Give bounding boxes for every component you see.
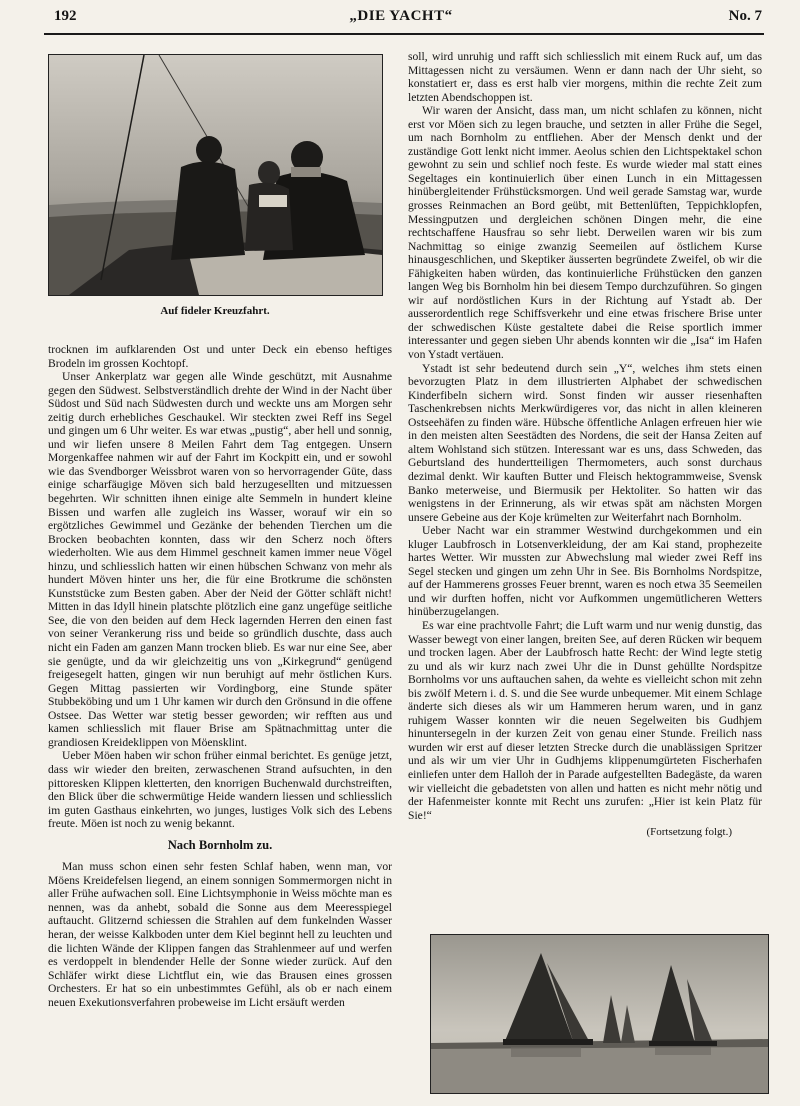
sailing-crew-image: [49, 55, 382, 295]
continuation-note: (Fortsetzung folgt.): [646, 826, 732, 839]
right-column: [408, 50, 762, 840]
paragraph: soll, wird unruhig und rafft sich schliesslich mit einem Ruck auf, um das Mittagessen nicht zu versäumen. Wenn er dann nach der Uhr sieht, so konstatiert er, dass es erst halb vier morgens, mithin die rechte Zeit zum letzten Abendschoppen ist.: [408, 50, 762, 104]
section-heading: Nach Bornholm zu.: [167, 837, 273, 852]
sailing-crew-photo: [48, 54, 383, 296]
issue-number: No. 7: [728, 8, 762, 24]
regatta-image: [431, 935, 768, 1093]
magazine-title: „DIE YACHT“: [349, 8, 453, 24]
paragraph: Ueber Möen haben wir schon früher einmal berichtet. Es genüge jetzt, dass wir wieder den breiten, zerwaschenen Strand aufsuchten, in den pittoresken Klippen kletterten, den knorrigen Buchenwald durchstreiften, den Blick über die schwermütige Heide wandern liessen und schliesslich im guten Gasthaus einkehrten, wo junges, lustiges Volk sich des Lebens freute. Möen ist noch zu wenig bekannt.: [48, 749, 392, 831]
page-number: 192: [54, 8, 77, 24]
paragraph: trocknen im aufklarenden Ost und unter Deck ein ebenso heftiges Brodeln im grossen Kochtopf.: [48, 343, 392, 370]
header-rule: [44, 33, 764, 35]
page-header: [40, 6, 762, 30]
paragraph: Ystadt ist sehr bedeutend durch sein „Y“, welches ihm stets einen bevorzugten Platz in dem illustrierten Alphabet der schwedischen Kinderfibeln sichern wird. Sonst finden wir ausser riesenhaften Taschenkrebsen nichts Merkwürdigeres vor, das nicht in allen kleineren Ostseehäfen zu finden wäre. Hübsche öffentliche Anlagen erfreuen hier wie in den meisten alten Seestädten des Nordens, die seit der Hansa Zeiten auf altem Wohlstand sich stützen. Interessant war es uns, dass Schweden, das Geburtsland des hundertteiligen Thermometers, auch sonst durchaus dezimal denkt. Wir kauften Butter und Fleisch hektogrammweise, Svensk Banko meterweise, und Biermusik per Hektoliter. So hatten wir das wenigstens in der Erinnerung, als wir etwas spät am nächsten Morgen unsere Gebeine aus der Koje krümelten zur Weiterfahrt nach Bornholm.: [408, 361, 762, 524]
paragraph: Unser Ankerplatz war gegen alle Winde geschützt, mit Ausnahme gegen den Südwest. Selbstverständlich drehte der Wind in der Nacht über Südost und Süd nach Südwesten durch und weckte uns am Morgen sehr zeitig durch erhebliches Geschaukel. Wir steckten zwei Reff ins Segel und gingen um 6 Uhr weiter. Es war etwas „pustig“, aber hell und sonnig, und wir liefen unsere 8 Meilen Fahrt dem Tag entgegen. Unsern Morgenkaffee nahmen wir auf der Fahrt im Kockpitt ein, und er sowohl wie das Svendborger Weissbrot waren von so hervorragender Güte, dass einige scharfäugige Möven sich bald herzugesellten und mitzuessen begehrten. Wir schnitten ihnen einige alte Semmeln in hundert kleine Bissen und warfen alle zugleich ins Wasser, worauf wir ein so ergötzliches Gewimmel und Gezänke der behenden Tierchen um die Brocken beobachten konnten, dass wir den Scherz noch öfters wiederholten. Wie aus dem Himmel geschneit kamen immer neue Vögel hinzu, und schliesslich hatten wir einen hübschen Schwanz von mehr als hundert Möven hinter uns her, die für eine Brotkrume die schönsten Kunststücke zum Besten gaben. Aber der Neid der Götter schläft nicht! Mitten in das Idyll hinein platschte plötzlich eine ganz ungefüge seitliche See, die von den beiden auf dem Heck lagernden Herren den einen fast von seiner Verankerung riss und beide so gründlich duschte, dass auch nicht ein Faden am ganzen Mann trocken blieb. Es war nur eine See, aber sie genügte, und da wir gleichzeitig uns von „Kirkegrund“ genügend freigesegelt hatten, gingen wir nun beruhigt auf mehr östlichen Kurs. Gegen Mittag passierten wir Vordingborg, eine Stunde später Stubbeköbing und um 1 Uhr kamen wir durch den Grönsund in die offene Ostsee. Das Wetter war stetig besser geworden; wir refften aus und kamen schliesslich mit flauer Brise am Spätnachmittag unter die grandiosen Kreideklippen von Möensklint.: [48, 370, 392, 749]
paragraph: Es war eine prachtvolle Fahrt; die Luft warm und nur wenig dunstig, das Wasser bewegt von einer langen, breiten See, auf deren Rücken wir bequem und trocken lagen. Aber der Laubfrosch hatte Recht: der Wind legte stetig zu und als wir kurz nach zwei Uhr die in Dunst gehüllte Nordspitze Bornholms vor uns auftauchen sahen, da wehte es vielleicht schon mit zehn bis zwölf Metern i. d. S. und die See wurde unbequemer. Mit einem Schlage änderte sich dieses als wir um Hammeren herum waren, und in ganz ruhigem Wasser konnten wir die neuen Segelweiten bis Gudhjem hinuntersegeln in der kurzen Zeit von genau einer Stunde. Freilich nass wurden wir erst auf dieser letzten Strecke durch die unablässigen Spritzer und als wir um vier Uhr in Gudhjems klippenumgürteten Fischerhafen einliefen unter dem Halloh der in Parade aufgestellten Badegäste, da waren wir vielleicht die gebadetsten von allen und hatten es nicht mehr nötig und der Hafenmeister konnte mit Recht uns zurufen: „Hier ist kein Platz für Sie!“: [408, 618, 762, 822]
left-column: [48, 343, 392, 1009]
paragraph: Wir waren der Ansicht, dass man, um nicht schlafen zu können, nicht erst vor Möen sich zu legen brauche, und setzten in aller Frühe die Segel, um nach Bornholm zu entfliehen. Aber der Mensch denkt und der zuständige Gott lenkt nicht immer. Aeolus schien den Lichtspektakel schon gewohnt zu sein und schlief noch feste. Es wurde wieder mal statt eines Segeltages ein kontinuierlich über einen Lunch in ein Mittagessen hinübergleitender Frühstücksmorgen. Und weil gerade Samstag war, wurde grosses Reinmachen an Bord geübt, mit Bettenlüften, Teppichklopfen, Messingputzen und dergleichen schönen Dingen mehr, die eine rechtschaffene Hausfrau so sehr liebt. Derweilen waren wir bis zum Nachmittag so einige zwanzig Seemeilen auf östlichem Kurse hinausgeschlichen, und Skeptiker äusserten begründete Zweifel, ob wir die Fähigkeiten haben würden, das kontinuierliche Frühstücken den ganzen langen Weg bis Bornholm hin bei diesem Tempo durchzuführen. So gingen wir auf nordöstlichen Kurs in der Richtung auf Ystadt ab. Der ausserordentlich rege Schiffsverkehr und eine etwas frischere Brise unter der schwedischen Küste gestaltete dabei die Reise sportlich immer interessanter und gegen sieben Uhr abends konnten wir die „Isa“ im Hafen von Ystadt vertäuen.: [408, 104, 762, 362]
paragraph: Man muss schon einen sehr festen Schlaf haben, wenn man, vor Möens Kreidefelsen liegend, an einem sonnigen Sommermorgen nicht in aller Frühe aufwachen soll. Eine Lichtsymphonie in Weiss möchte man es nennen, was da anhebt, sobald die Sonne aus dem Meeresspiegel auftaucht. Glitzernd schiessen die Strahlen auf dem funkelnden Wasser heran, der weisse Kalkboden unter dem Kiel beginnt hell zu leuchten und die lichten Wände der Klippen fangen das Strahlenmeer auf und werfen es verdoppelt in blendender Helle der Sonne wieder zurück. Auf den Schläfer wirkt diese Lichtflut ein, wie das Brausen eines grossen Orchesters. Er hat so ein unbestimmtes Gefühl, als ob er nach einem neuen Exekutionsverfahren probeweise im Licht ersäuft werden: [48, 860, 392, 1009]
photo-caption: Auf fideler Kreuzfahrt.: [160, 305, 270, 317]
regatta-photo: [430, 934, 769, 1094]
paragraph: Ueber Nacht war ein strammer Westwind durchgekommen und ein kluger Laubfrosch in Lotsenverkleidung, der am Kai stand, prophezeite hartes Wetter. Wir mussten zur Abwechslung mal wieder zwei Reff ins Segel stecken und gingen um zehn Uhr in See. Bis Bornholms Nordspitze, auf der Hammerens grosses Feuer brennt, waren es noch etwa 35 Seemeilen und wir durften hoffen, nicht vor Aufkommen ungemütlicheren Wetters hinüberzugelangen.: [408, 524, 762, 619]
